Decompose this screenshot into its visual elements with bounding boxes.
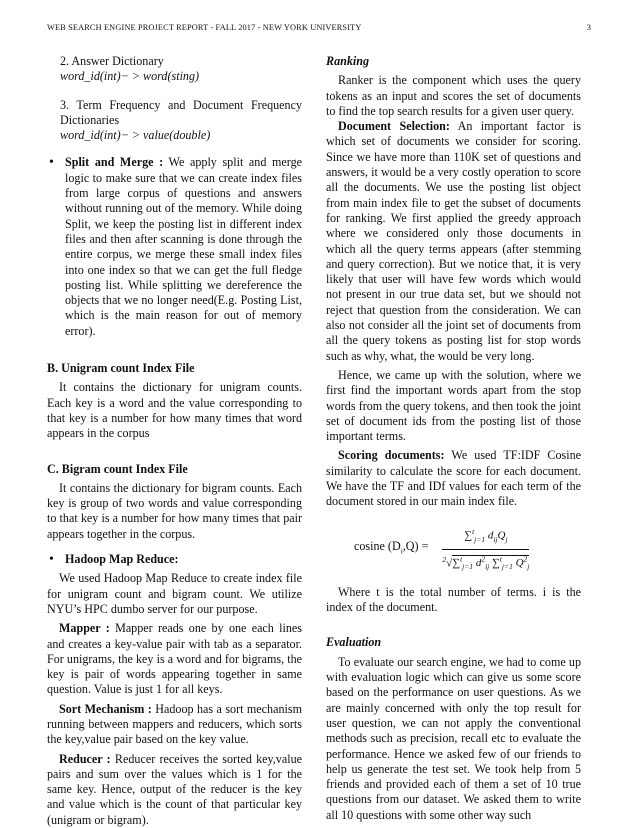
equation-lhs-tail: ,Q) =: [402, 539, 429, 554]
answer-dictionary-math: word_id(int)− > word(sting): [60, 69, 200, 84]
equation-lhs: cosine (D: [354, 539, 401, 554]
hadoop-bullet: [47, 552, 302, 567]
mapper-title: Mapper :: [59, 621, 110, 636]
left-column: [47, 54, 302, 828]
equation-numerator: ∑$^t_{j=1}$ $d_{ij}Q_j$: [464, 526, 508, 544]
sort-paragraph: [47, 702, 302, 748]
tf-df-dictionary-math: word_id(int)− > value(double): [60, 128, 211, 143]
scoring-body: We used TF:IDF Cosine similarity to calculate the score for each document. We have the TF and IDf values for each term of the document stored in our main index file.: [326, 448, 581, 509]
bigram-paragraph: It contains the dictionary for bigram counts. Each key is group of two words and value corresponding to that key is a number for how many times that pair appears together in the corpus.: [47, 480, 302, 541]
tf-df-dictionary-label: 3. Term Frequency and Document Frequency Dictionaries: [60, 97, 302, 127]
scoring-title: Scoring documents:: [338, 448, 445, 463]
split-merge-title: Split and Merge :: [65, 155, 164, 170]
ranking-heading: Ranking: [326, 54, 370, 68]
document-selection-body: An important factor is which set of documents we consider for scoring. Since we have more than 110K set of questions and answers, it would be a very costly operation to score all the documents. We use the posting list object from main index file to get the subset of documents for ranking. We first applied the greedy approach where we considered only those documents in which all the query terms appears (after stemming and query correction). But we notice that, it is very likely that user will have few words which would not present in our true data set, but we should not reject that question from the consideration. We can also not consider all the joint set of documents from all the query tokens as posting list for stop words such as why, what, the would be very long.: [326, 119, 581, 363]
bigram-heading: C. Bigram count Index File: [47, 461, 188, 476]
ranking-paragraph: Ranker is the component which uses the query tokens as an input and scores the set of documents to find the top search results for a given user query.: [326, 73, 581, 118]
bullet-dot-icon: •: [49, 552, 54, 568]
reducer-paragraph: [47, 752, 302, 828]
bullet-dot-icon: •: [49, 155, 54, 171]
equation-denominator: $^2$√∑$^t_{j=1}$ $d^2_{ij}$ ∑$^t_{j=1}$ $Q^2_j$: [442, 554, 530, 572]
hence-paragraph: Hence, we came up with the solution, where we first find the important words apart from the stop words from the query tokens, and then took the joint set of document ids from the posting list of those important terms.: [326, 367, 581, 444]
answer-dictionary-label: 2. Answer Dictionary: [60, 54, 164, 68]
equation-fraction: [442, 524, 529, 575]
document-selection-title: Document Selection:: [338, 119, 450, 134]
unigram-heading: B. Unigram count Index File: [47, 361, 195, 376]
split-merge-body: We apply split and merge logic to make sure that we can create index files from large corpus of questions and answers without running out of the memory. While doing Split, we keep the posting list in different index files and then after scanning is done through the entire corpus, we merge these small index files into one index so that we can get the full fledge posting list. While splitting we dereference the objects that we no longer need(E.g. Posting List, which is the main reason for out of memory error).: [65, 155, 302, 338]
scoring-paragraph: [326, 448, 581, 509]
reducer-body: Reducer receives the sorted key,value pairs and sum over the values which is 1 for the same key. Hence, output of the reducer is the key and value which is the count of that particular key (unigram or bigram).: [47, 751, 302, 827]
evaluation-heading: Evaluation: [326, 635, 382, 650]
cosine-equation: [354, 524, 581, 575]
sort-body: Hadoop has a sort mechanism running between mappers and reducers, which sorts the key,value pair based on the key value.: [47, 701, 302, 747]
page-number: 3: [586, 23, 591, 32]
sort-title: Sort Mechanism :: [59, 701, 152, 716]
where-paragraph: Where t is the total number of terms. i is the index of the document.: [326, 584, 581, 615]
running-header: [47, 23, 591, 32]
evaluation-paragraph: To evaluate our search engine, we had to come up with evaluation logic which can give us some score based on the performance on user questions. As we are mainly concerned with only the top result for user question, we can not apply the conventional methods such as precision, recall etc to evaluate the performance. Hence we asked few of our friends to help us generate the test set. We took help from 5 friends and provided each of them a set of 10 true questions from our dataset. We asked them to write all 10 questions with some other way such: [326, 654, 581, 822]
mapper-paragraph: [47, 621, 302, 697]
hadoop-title: Hadoop Map Reduce:: [65, 552, 179, 567]
hadoop-paragraph: We used Hadoop Map Reduce to create index file for unigram count and bigram count. We utilize NYU’s HPC dumbo server for our purpose.: [47, 571, 302, 616]
equation-lhs-sub: i: [400, 546, 403, 556]
split-merge-bullet: [47, 155, 302, 339]
unigram-paragraph: It contains the dictionary for unigram counts. Each key is a word and the value corresponding to that key is a number for how many times that word appears in the corpus: [47, 380, 302, 441]
right-column: [326, 54, 581, 823]
reducer-title: Reducer :: [59, 751, 111, 766]
document-selection-paragraph: [326, 119, 581, 364]
running-title: WEB SEARCH ENGINE PROJECT REPORT - FALL 2017 - NEW YORK UNIVERSITY: [47, 23, 362, 32]
mapper-body: Mapper reads one by one each lines and creates a key-value pair with tab as a separator. For unigrams, the key is a word and for bigrams, the key is pair of words appearing together in same question. Value is just 1 for all keys.: [47, 621, 302, 697]
